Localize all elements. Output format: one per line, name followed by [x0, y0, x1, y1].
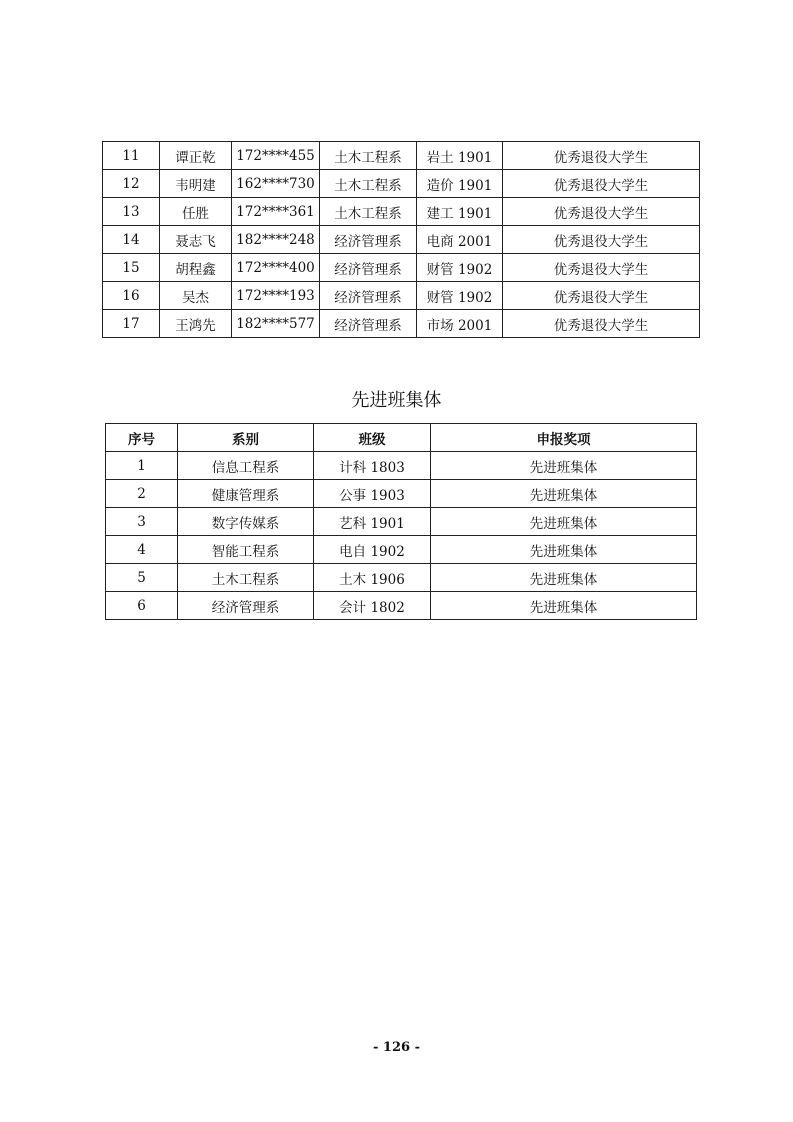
table-cell: 土木工程系 [320, 170, 417, 198]
table-cell: 聂志飞 [160, 226, 232, 254]
table-cell: 1 [106, 452, 178, 480]
table-cell: 经济管理系 [320, 254, 417, 282]
table-cell: 计科 1803 [314, 452, 431, 480]
table-cell: 先进班集体 [431, 480, 697, 508]
table-row [103, 226, 700, 254]
table-cell: 会计 1802 [314, 592, 431, 620]
honor-list-table [102, 141, 700, 338]
header-cell-index: 序号 [106, 424, 178, 452]
table-cell: 财管 1902 [417, 254, 503, 282]
table-cell: 经济管理系 [320, 226, 417, 254]
table-row [106, 452, 697, 480]
table-cell: 胡程鑫 [160, 254, 232, 282]
table-cell: 172****455 [232, 142, 320, 170]
table-row [106, 508, 697, 536]
table-cell: 任胜 [160, 198, 232, 226]
table-cell: 13 [103, 198, 160, 226]
table-cell: 优秀退役大学生 [503, 142, 700, 170]
table-header-row [106, 424, 697, 452]
table-cell: 12 [103, 170, 160, 198]
table-cell: 182****577 [232, 310, 320, 338]
table-cell: 吴杰 [160, 282, 232, 310]
table-cell: 韦明建 [160, 170, 232, 198]
table-cell: 先进班集体 [431, 452, 697, 480]
table-cell: 市场 2001 [417, 310, 503, 338]
table-cell: 土木 1906 [314, 564, 431, 592]
table-row [103, 282, 700, 310]
table-cell: 王鸿先 [160, 310, 232, 338]
table-cell: 4 [106, 536, 178, 564]
table-cell: 优秀退役大学生 [503, 170, 700, 198]
table-row [103, 142, 700, 170]
table-cell: 电商 2001 [417, 226, 503, 254]
section-title: 先进班集体 [351, 390, 442, 411]
table-row [103, 198, 700, 226]
table-cell: 电自 1902 [314, 536, 431, 564]
table-row [106, 536, 697, 564]
table-cell: 172****400 [232, 254, 320, 282]
table-cell: 3 [106, 508, 178, 536]
table-cell: 15 [103, 254, 160, 282]
honor-list-body [103, 142, 700, 338]
table-cell: 172****361 [232, 198, 320, 226]
table-cell: 6 [106, 592, 178, 620]
table-row [103, 310, 700, 338]
table-cell: 谭正乾 [160, 142, 232, 170]
table-cell: 建工 1901 [417, 198, 503, 226]
table-cell: 先进班集体 [431, 508, 697, 536]
table-cell: 优秀退役大学生 [503, 198, 700, 226]
table-cell: 财管 1902 [417, 282, 503, 310]
table-cell: 岩土 1901 [417, 142, 503, 170]
table-cell: 先进班集体 [431, 536, 697, 564]
table-cell: 优秀退役大学生 [503, 226, 700, 254]
table-cell: 11 [103, 142, 160, 170]
table-cell: 造价 1901 [417, 170, 503, 198]
table-row [106, 564, 697, 592]
table-cell: 经济管理系 [320, 310, 417, 338]
table-cell: 数字传媒系 [178, 508, 314, 536]
table-cell: 182****248 [232, 226, 320, 254]
table-cell: 经济管理系 [320, 282, 417, 310]
table-cell: 优秀退役大学生 [503, 282, 700, 310]
table-cell: 土木工程系 [178, 564, 314, 592]
table-row [103, 170, 700, 198]
table-cell: 14 [103, 226, 160, 254]
page-number: - 126 - [373, 1040, 420, 1055]
table-row [103, 254, 700, 282]
table-cell: 162****730 [232, 170, 320, 198]
table-cell: 公事 1903 [314, 480, 431, 508]
table-cell: 优秀退役大学生 [503, 254, 700, 282]
table-row [106, 592, 697, 620]
table-cell: 艺科 1901 [314, 508, 431, 536]
table-cell: 先进班集体 [431, 592, 697, 620]
advanced-class-body [106, 452, 697, 620]
table-cell: 5 [106, 564, 178, 592]
table-cell: 16 [103, 282, 160, 310]
table-cell: 健康管理系 [178, 480, 314, 508]
table-cell: 先进班集体 [431, 564, 697, 592]
table-cell: 172****193 [232, 282, 320, 310]
advanced-class-table [105, 423, 697, 620]
header-cell-award: 申报奖项 [431, 424, 697, 452]
header-cell-class: 班级 [314, 424, 431, 452]
table-cell: 智能工程系 [178, 536, 314, 564]
table-cell: 土木工程系 [320, 142, 417, 170]
header-cell-department: 系别 [178, 424, 314, 452]
table-cell: 信息工程系 [178, 452, 314, 480]
table-row [106, 480, 697, 508]
table-cell: 17 [103, 310, 160, 338]
table-cell: 土木工程系 [320, 198, 417, 226]
table-cell: 经济管理系 [178, 592, 314, 620]
table-cell: 2 [106, 480, 178, 508]
table-cell: 优秀退役大学生 [503, 310, 700, 338]
